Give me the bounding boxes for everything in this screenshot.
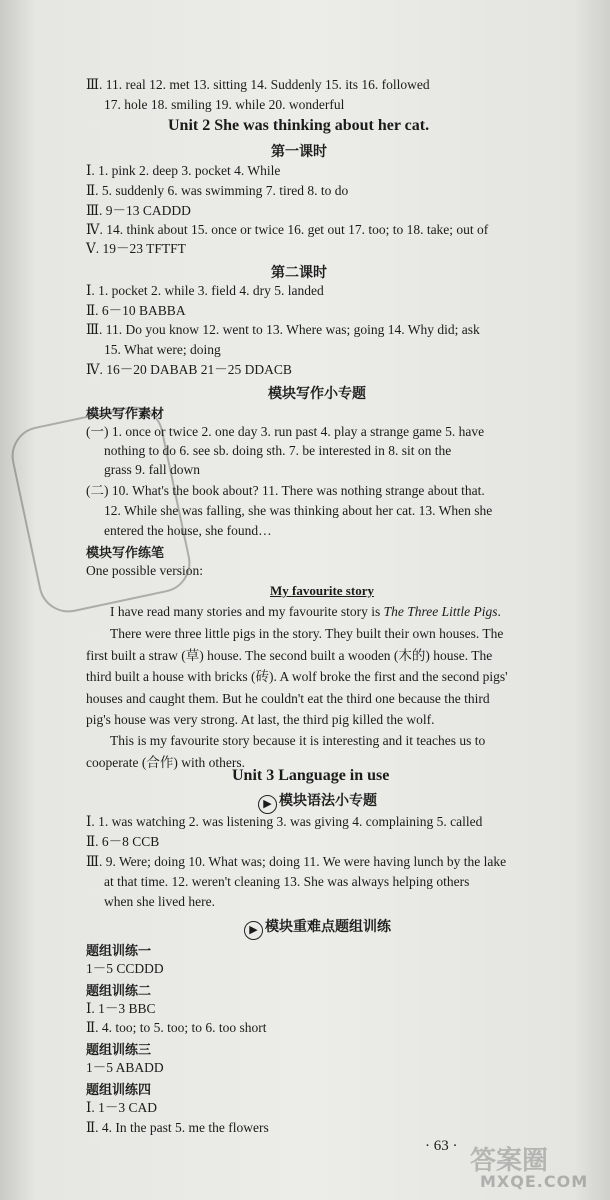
- grammar-topic-label: 模块语法小专题: [279, 793, 377, 809]
- story-book-title: The Three Little Pigs: [383, 604, 498, 619]
- answer-line: Ⅰ. 1. pocket 2. while 3. field 4. dry 5. landed: [86, 283, 324, 298]
- answer-line: nothing to do 6. see sb. doing sth. 7. be interested in 8. sit on the: [104, 443, 452, 458]
- story-line: pig's house was very strong. At last, the third pig killed the wolf.: [86, 712, 435, 727]
- answer-line: 17. hole 18. smiling 19. while 20. wonderful: [104, 97, 345, 112]
- page-number: · 63 ·: [425, 1138, 458, 1154]
- story-line: houses and caught them. But he couldn't eat the third one because the third: [86, 690, 490, 706]
- answer-line: Ⅱ. 6－10 BABBA: [86, 303, 186, 318]
- lesson-heading: 第一课时: [271, 144, 327, 160]
- answer-line: Ⅱ. 4. In the past 5. me the flowers: [86, 1120, 269, 1135]
- lesson-heading: 第二课时: [271, 265, 327, 281]
- story-title: My favourite story: [270, 583, 374, 598]
- story-paragraph-1: [86, 601, 566, 623]
- story-line: third built a house with bricks (砖). A wolf broke the first and the second pigs': [86, 669, 508, 684]
- answer-line: (一) 1. once or twice 2. one day 3. run past 4. play a strange game 5. have: [86, 424, 485, 439]
- story-line: cooperate (合作) with others.: [86, 754, 245, 770]
- group-heading: 题组训练四: [86, 1083, 152, 1098]
- answer-line: 12. While she was falling, she was thinking about her cat. 13. When she: [104, 503, 493, 518]
- answer-line: Ⅲ. 11. Do you know 12. went to 13. Where was; going 14. Why did; ask: [86, 322, 480, 337]
- story-paragraph-2: [86, 623, 566, 731]
- writing-practice-heading: 模块写作练笔: [86, 546, 165, 561]
- answer-line: grass 9. fall down: [104, 462, 200, 477]
- answer-line: Ⅲ. 9－13 CADDD: [86, 203, 191, 218]
- answer-line: Ⅰ. 1－3 BBC: [86, 1001, 156, 1016]
- answer-line: Ⅰ. 1. pink 2. deep 3. pocket 4. While: [86, 163, 281, 178]
- grammar-topic-heading: [258, 790, 377, 814]
- answer-line: Ⅱ. 4. too; to 5. too; to 6. too short: [86, 1020, 267, 1035]
- unit2-title: Unit 2 She was thinking about her cat.: [168, 117, 430, 134]
- watermark-logo: 答案圈: [470, 1146, 549, 1176]
- answer-line: Ⅳ. 14. think about 15. once or twice 16. get out 17. too; to 18. take; out of: [86, 222, 489, 237]
- story-line: first built a straw (草) house. The second built a wooden (木的) house. The: [86, 647, 493, 663]
- group-heading: 题组训练三: [86, 1043, 152, 1058]
- answer-line: (二) 10. What's the book about? 11. There was nothing strange about that.: [86, 483, 485, 498]
- group-heading: 题组训练一: [86, 944, 152, 959]
- story-line: This is my favourite story because it is interesting and it teaches us to: [110, 733, 486, 748]
- answer-line: Ⅲ. 9. Were; doing 10. What was; doing 11. We were having lunch by the lake: [86, 854, 507, 869]
- answer-line: Ⅱ. 6－8 CCB: [86, 834, 160, 849]
- answer-line: entered the house, she found…: [104, 523, 272, 538]
- answer-line: One possible version:: [86, 563, 203, 578]
- answer-line: Ⅴ. 19－23 TFTFT: [86, 241, 186, 256]
- key-topic-label: 模块重难点题组训练: [265, 919, 391, 935]
- answer-line: 1－5 CCDDD: [86, 961, 164, 976]
- answer-line: Ⅲ. 11. real 12. met 13. sitting 14. Suddenly 15. its 16. followed: [86, 77, 430, 92]
- answer-line: Ⅳ. 16－20 DABAB 21－25 DDACB: [86, 362, 292, 377]
- answer-line: Ⅰ. 1. was watching 2. was listening 3. was giving 4. complaining 5. called: [86, 814, 483, 829]
- answer-line: 1－5 ABADD: [86, 1060, 164, 1075]
- group-heading: 题组训练二: [86, 984, 152, 999]
- story-line: There were three little pigs in the story. They built their own houses. The: [110, 626, 504, 641]
- answer-line: when she lived here.: [104, 894, 215, 909]
- play-icon: ▶: [244, 921, 263, 940]
- key-topic-heading: [244, 916, 391, 940]
- answer-line: at that time. 12. weren't cleaning 13. She was always helping others: [104, 874, 470, 889]
- unit3-title: Unit 3 Language in use: [232, 767, 390, 784]
- story-text: .: [497, 604, 501, 619]
- watermark-url: MXQE.COM: [480, 1172, 589, 1191]
- story-text: I have read many stories and my favourite story is: [110, 604, 384, 619]
- play-icon: ▶: [258, 795, 277, 814]
- writing-material-heading: 模块写作素材: [86, 407, 165, 422]
- writing-topic-heading: 模块写作小专题: [268, 386, 366, 402]
- answer-line: 15. What were; doing: [104, 342, 221, 357]
- answer-line: Ⅰ. 1－3 CAD: [86, 1100, 157, 1115]
- answer-line: Ⅱ. 5. suddenly 6. was swimming 7. tired 8. to do: [86, 183, 349, 198]
